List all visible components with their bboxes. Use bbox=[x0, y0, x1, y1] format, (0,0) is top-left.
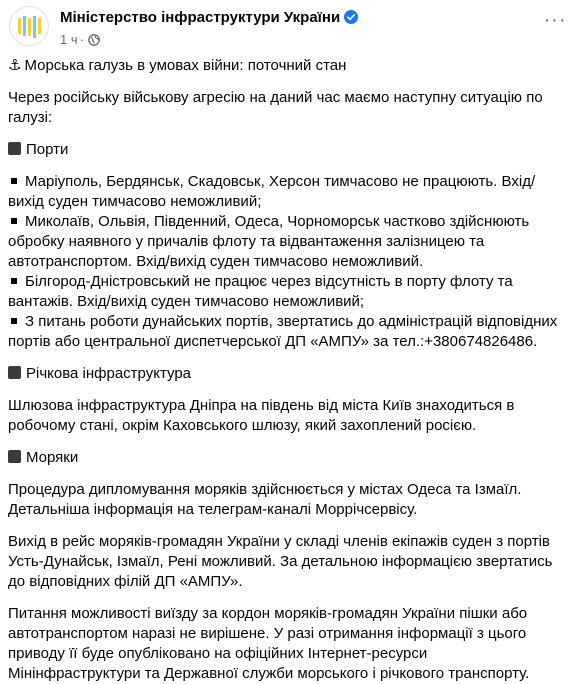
post-time[interactable]: 1 ч bbox=[60, 32, 78, 47]
intro-paragraph: Через російську військову агресію на даний час маємо наступну ситуацію по галузі: bbox=[8, 89, 543, 126]
post-content bbox=[8, 56, 564, 684]
ports-heading bbox=[8, 140, 564, 160]
bullet-icon bbox=[11, 318, 17, 324]
bullet-icon bbox=[11, 218, 17, 224]
list-item bbox=[8, 272, 564, 312]
list-item-text: Миколаїв, Ольвія, Південний, Одеса, Чорноморськ частково здійснюють обробку наявного у причалів флоту та відвантаження залізницею та автотранспортом. Вхід/вихід суден тимчасово неможливий. bbox=[8, 213, 530, 270]
bullet-icon bbox=[11, 278, 17, 284]
page-name[interactable] bbox=[60, 9, 358, 28]
page-name-text[interactable]: Міністерство інфраструктури України bbox=[60, 9, 341, 26]
sailors-paragraph: Вихід в рейс моряків-громадян України у складі членів екіпажів суден з портів Усть-Дунайськ, Ізмаїл, Рені можливий. За детальною інформацією звертатись до відповідних філій ДП «АМПУ». bbox=[8, 533, 553, 590]
post-headline bbox=[8, 56, 564, 76]
globe-icon[interactable] bbox=[88, 34, 100, 49]
river-paragraph: Шлюзова інфраструктура Дніпра на південь від міста Київ знаходиться в робочому стані, окрім Каховського шлюзу, який захоплений росією. bbox=[8, 397, 515, 434]
anchor-icon: ⚓ bbox=[8, 57, 22, 74]
page-avatar[interactable] bbox=[9, 6, 49, 46]
sailors-paragraph: Процедура дипломування моряків здійснюється у містах Одеса та Ізмаїл. Детальніша інформація на телеграм-каналі Моррічсервісу. bbox=[8, 481, 522, 518]
meta-separator: · bbox=[79, 32, 84, 47]
sailors-paragraph: Питання можливості виїзду за кордон моряків-громадян України пішки або автотранспортом наразі не вирішене. У разі отримання інформації з цього приводу її буде опубліковано на офіційних Інтернет-ресурси Мінінфраструктури та Державної служби морського і річкового транспорту. bbox=[8, 605, 530, 682]
black-square-icon bbox=[8, 450, 21, 463]
post-header bbox=[8, 4, 571, 52]
ports-heading-text: Порти bbox=[26, 141, 69, 158]
list-item bbox=[8, 312, 564, 352]
sailors-heading-text: Моряки bbox=[26, 449, 79, 466]
headline-text: Морська галузь в умовах війни: поточний стан bbox=[24, 57, 347, 74]
list-item-text: Білгород-Дністровський не працює через відсутність в порту флоту та вантажів. Вхід/вихід суден тимчасово неможливий; bbox=[8, 273, 513, 310]
river-heading bbox=[8, 364, 564, 384]
river-heading-text: Річкова інфраструктура bbox=[26, 365, 192, 382]
list-item-text: З питань роботи дунайських портів, звертатись до адміністрацій відповідних портів або центральної диспетчерської ДП «АМПУ» за тел.:+380674826486. bbox=[8, 313, 558, 350]
list-item bbox=[8, 172, 564, 212]
black-square-icon bbox=[8, 366, 21, 379]
bullet-icon bbox=[11, 178, 17, 184]
ministry-logo-icon bbox=[10, 7, 50, 47]
sailors-heading bbox=[8, 448, 564, 468]
verified-badge-icon bbox=[344, 10, 358, 28]
list-item-text: Маріуполь, Бердянськ, Скадовськ, Херсон тимчасово не працюють. Вхід/вихід суден тимчасово неможливий; bbox=[8, 173, 536, 210]
post-meta bbox=[60, 32, 100, 49]
list-item bbox=[8, 212, 564, 272]
more-options-icon[interactable]: ··· bbox=[543, 9, 567, 31]
black-square-icon bbox=[8, 142, 21, 155]
